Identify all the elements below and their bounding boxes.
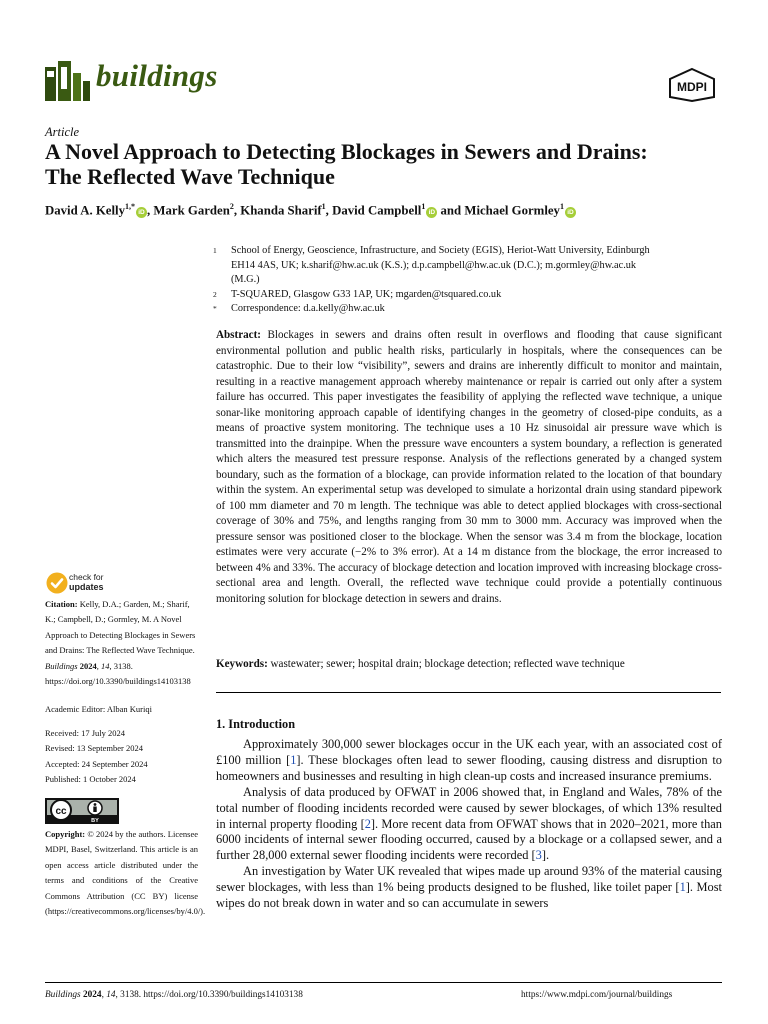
abstract-label: Abstract:	[216, 329, 261, 341]
citation-year: 2024	[79, 660, 97, 671]
svg-text:cc: cc	[55, 806, 67, 817]
reference-link[interactable]: 2	[364, 816, 371, 831]
affiliation-item	[213, 302, 653, 317]
publisher-logo-text: MDPI	[677, 80, 707, 94]
check-updates-line2: updates	[69, 581, 104, 592]
check-for-updates-icon[interactable]	[46, 572, 68, 594]
keywords-text: wastewater; sewer; hospital drain; blockage detection; reflected wave technique	[270, 658, 625, 670]
footer-citation: Buildings 2024, 14, 3138. https://doi.org/10.3390/buildings14103138	[45, 990, 303, 1000]
paragraph-text: Analysis of data produced by OFWAT in 2006 showed that, in England and Wales, 78% of the total number of flooding incidents recorded were caused by sewer blockages, of which 13% resulted in internal property flooding [	[216, 784, 722, 831]
author-separator: ,	[325, 203, 333, 218]
footer-divider	[45, 982, 722, 983]
affiliation-text: T-SQUARED, Glasgow G33 1AP, UK; mgarden@tsquared.co.uk	[231, 288, 502, 300]
publication-date: Accepted: 24 September 2024	[45, 758, 148, 769]
reference-link[interactable]: 1	[679, 880, 686, 895]
affiliations	[213, 244, 653, 317]
copyright-text: © 2024 by the authors. Licensee MDPI, Basel, Switzerland. This article is an open access article distributed under the terms and conditions of the Creative Commons Attribution (CC BY) license (https://creativecommons.org/licenses/by/4.0/).	[45, 829, 206, 917]
footer-year: 2024	[82, 990, 102, 1000]
author-affiliation-marker: 1	[421, 202, 426, 211]
affiliation-text: Correspondence: d.a.kelly@hw.ac.uk	[231, 303, 385, 315]
footer-journal-url[interactable]: https://www.mdpi.com/journal/buildings	[521, 990, 673, 1000]
author-list	[45, 202, 576, 218]
affiliation-marker: 1	[213, 246, 217, 255]
body-paragraph	[216, 785, 722, 865]
paragraph-text: ].	[541, 848, 550, 863]
author-affiliation-marker: 1	[321, 202, 326, 211]
abstract-text: Blockages in sewers and drains often result in overflows and flooding that cause significant environmental pollution and public health risks, particularly in hospitals, where the consequences can be catastrophic. Due to their low “visibility”, sewers and drains are inherently difficult to monitor and maintain, resulting in a reactive management approach whereby maintenance or repair is carried out only after a system failure has occurred. This paper investigates the feasibility of applying the reflected wave technique, a unique sonar-like monitoring approach capable of identifying changes in the geometry of closed-pipe conduits, as a means of proactive system monitoring. The technique uses a 10 Hz sinusoidal air pressure wave which is transmitted into the drainpipe. When the pressure wave encounters a system boundary, a reflection is generated which alters the measured test pressure response. Analysis of the reflections generated by a changed system boundary, such as the formation of a blockage, can provide information related to the location of that boundary within the system. An experimental setup was developed to simulate a horizontal drain using standard pipework of 100 mm diameter and 70 m length. The technique was able to detect applied blockages with cross-sectional coverage of 30% and 75%, and lengths ranging from 30 mm to 3000 mm. Accuracy was improved when the pressure sensor was positioned closer to the blockage. When the sensor was 3.4 m from the blockage, location estimates were very accurate (−2% to 3% error). At a 14 m distance from the blockage, the error increased to between 4% and 33%. The accuracy of blockage detection and location improved with increasing blockage cross-sectional area and length. Overall, the reflected wave technique could provide a potentially continuous monitoring solution for blockage detection in sewers and drains.	[216, 329, 722, 605]
affiliation-item	[213, 288, 653, 303]
paragraph-text: ]. Most wipes do not break down in water and so can accumulate in sewers	[216, 880, 722, 911]
cc-by-license-icon[interactable]	[45, 798, 119, 824]
author-affiliation-marker: 2	[229, 202, 234, 211]
citation-block: Citation: Kelly, D.A.; Garden, M.; Sharif, K.; Campbell, D.; Gormley, M. A Novel Approach to Detecting Blockages in Sewers and Drains: The Reflected Wave Technique. Buildings 2024, 14, 3138. https://doi.org/10.3390/buildings14103138	[45, 599, 196, 687]
citation-volume: 14	[100, 660, 110, 671]
publication-dates	[45, 726, 198, 788]
footer-volume: 14	[106, 990, 116, 1000]
copyright-label: Copyright:	[45, 829, 86, 839]
article-type-label: Article	[45, 125, 80, 139]
affiliation-item	[213, 244, 653, 288]
author-name[interactable]: David A. Kelly	[45, 203, 125, 218]
author-name[interactable]: Michael Gormley	[464, 203, 560, 218]
author-separator: ,	[233, 203, 241, 218]
citation-text: Kelly, D.A.; Garden, M.; Sharif, K.; Campbell, D.; Gormley, M. A Novel Approach to Detecting Blockages in Sewers and Drains: The Reflected Wave Technique.	[45, 599, 196, 656]
author-affiliation-marker: 1,*	[125, 202, 135, 211]
academic-editor: Academic Editor: Alban Kuriqi	[45, 704, 152, 714]
keywords	[216, 658, 722, 670]
cc-by-label: BY	[91, 818, 99, 824]
affiliation-text: School of Energy, Geoscience, Infrastructure, and Society (EGIS), Heriot-Watt University, Edinburgh EH14 4AS, UK; k.sharif@hw.ac.uk (K.S.); d.p.campbell@hw.ac.uk (D.C.); m.gormley@hw.ac.uk (M.G.)	[231, 245, 650, 286]
reference-link[interactable]: 3	[535, 848, 542, 863]
keywords-label: Keywords:	[216, 658, 268, 670]
author-name[interactable]: Khanda Sharif	[240, 203, 322, 218]
orcid-icon[interactable]: iD	[426, 207, 437, 218]
author-name[interactable]: David Campbell	[332, 203, 422, 218]
body-paragraph	[216, 737, 722, 785]
author-affiliation-marker: 1	[559, 202, 564, 211]
publication-date: Revised: 13 September 2024	[45, 743, 143, 754]
paragraph-text: ]. These blockages often lead to sewer flooding, causing distress and disruption to homeowners and businesses and resulting in high clean-up costs and increased insurance premiums.	[216, 752, 722, 783]
abstract-divider	[216, 692, 721, 693]
author-name[interactable]: Mark Garden	[153, 203, 230, 218]
author-separator: ,	[147, 203, 154, 218]
article-title: A Novel Approach to Detecting Blockages in Sewers and Drains: The Reflected Wave Technique	[45, 139, 648, 189]
citation-label: Citation:	[45, 599, 78, 609]
footer-doi[interactable]: , 3138. https://doi.org/10.3390/buildings14103138	[115, 990, 303, 1000]
introduction-body	[216, 737, 722, 912]
citation-doi[interactable]: , 3138. https://doi.org/10.3390/buildings14103138	[45, 660, 191, 687]
abstract	[216, 328, 722, 607]
orcid-icon[interactable]: iD	[565, 207, 576, 218]
section-heading-introduction: 1. Introduction	[216, 717, 296, 731]
paragraph-text: Approximately 300,000 sewer blockages occur in the UK each year, with an associated cost of £100 million [	[216, 737, 722, 767]
check-for-updates-link[interactable]	[69, 573, 104, 592]
journal-logo-icon	[45, 61, 90, 101]
journal-name: buildings	[96, 58, 218, 93]
citation-journal: Buildings	[45, 660, 78, 671]
footer-journal: Buildings	[45, 990, 81, 1000]
affiliation-marker: *	[213, 304, 217, 314]
paragraph-text: An investigation by Water UK revealed that wipes made up around 93% of the material causing sewer blockages, with less than 1% being products designed to be flushed, like toilet paper [	[216, 864, 722, 895]
publication-date: Published: 1 October 2024	[45, 774, 136, 785]
mdpi-logo-icon	[666, 67, 718, 103]
paragraph-text: ]. More recent data from OFWAT shows that in 2020–2021, more than 6000 incidents of internal sewer flooding occurred, caused by a blockage or a collapsed sewer, and a further 28,000 external sewer flooding incidents were recorded [	[216, 816, 722, 863]
copyright-block	[45, 827, 206, 919]
orcid-icon[interactable]: iD	[136, 207, 147, 218]
check-updates-line1: check for	[69, 572, 104, 582]
publication-date: Received: 17 July 2024	[45, 728, 126, 738]
reference-link[interactable]: 1	[290, 752, 297, 767]
body-paragraph	[216, 864, 722, 912]
author-separator: and	[437, 203, 465, 218]
affiliation-marker: 2	[213, 289, 217, 299]
